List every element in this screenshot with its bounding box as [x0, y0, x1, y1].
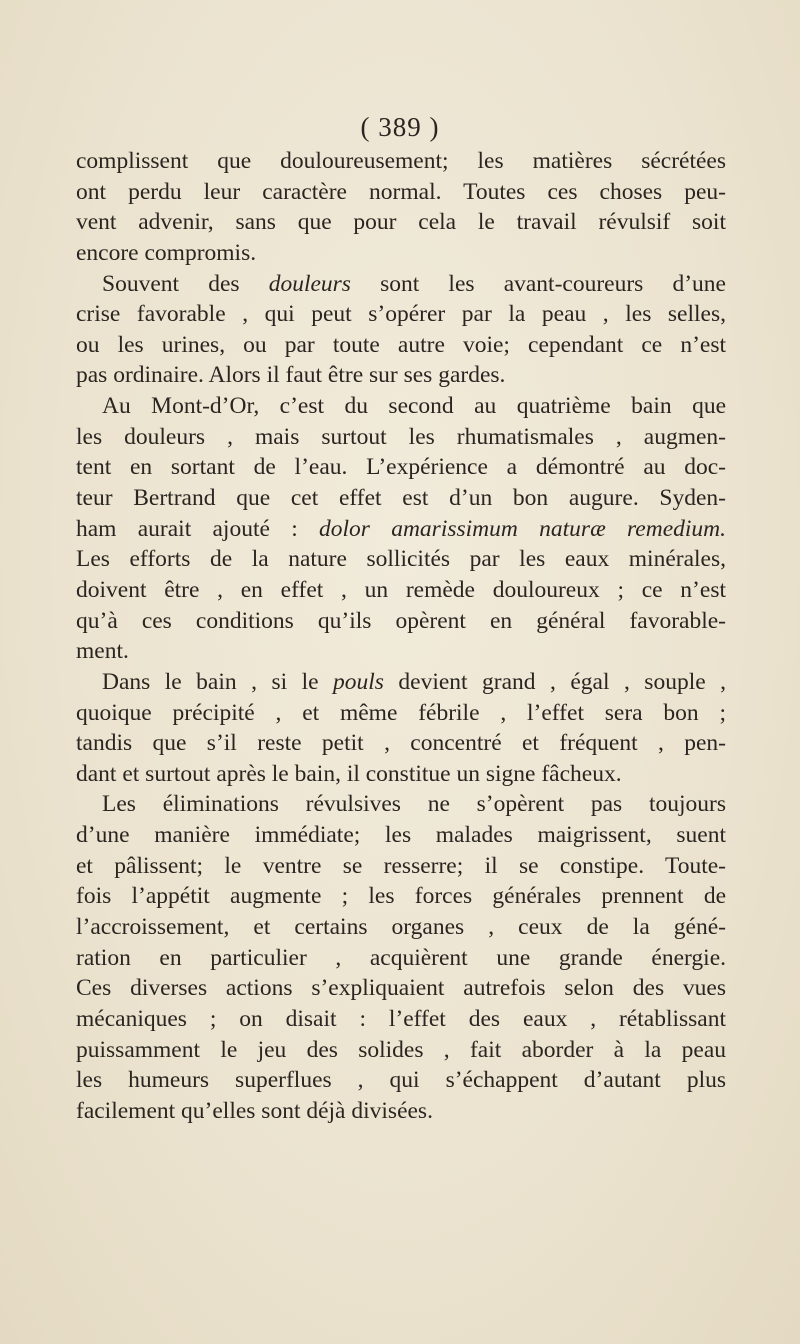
- text-line: ont perdu leur caractère normal. Toutes ces choses peu-: [76, 178, 726, 205]
- text-line: Ces diverses actions s’expliquaient autrefois selon des vues: [76, 975, 726, 1002]
- text-line: complissent que douloureusement; les matières sécrétées: [76, 148, 726, 174]
- text-line: vent advenir, sans que pour cela le travail révulsif soit: [76, 209, 726, 236]
- italic-term: pouls: [333, 668, 384, 695]
- italic-term: dolor amarissimum naturæ remedium.: [319, 515, 726, 542]
- text-line: ration en particulier , acquièrent une grande énergie.: [76, 944, 726, 971]
- text-line: [76, 514, 726, 545]
- text-line: ment.: [76, 638, 129, 665]
- text-line: [76, 667, 726, 698]
- text-line: pas ordinaire. Alors il faut être sur ses gardes.: [76, 362, 506, 389]
- text-line: dant et surtout après le bain, il constitue un signe fâcheux.: [76, 760, 622, 787]
- text-line: l’accroissement, et certains organes , ceux de la géné-: [76, 914, 726, 941]
- text-line: qu’à ces conditions qu’ils opèrent en général favorable-: [76, 607, 726, 634]
- text-line: doivent être , en effet , un remède douloureux ; ce n’est: [76, 576, 726, 603]
- text-line: tandis que s’il reste petit , concentré et fréquent , pen-: [76, 730, 726, 757]
- text-line: mécaniques ; on disait : l’effet des eaux , rétablissant: [76, 1005, 726, 1032]
- text-line: et pâlissent; le ventre se resserre; il se constipe. Toute-: [76, 852, 726, 879]
- italic-term: douleurs: [268, 270, 351, 297]
- text-line: encore compromis.: [76, 239, 257, 266]
- page-number: ( 389 ): [360, 112, 440, 142]
- text-line: quoique précipité , et même fébrile , l’effet sera bon ;: [76, 699, 726, 726]
- body-text: [76, 146, 726, 1127]
- text-line: teur Bertrand que cet effet est d’un bon augure. Syden-: [76, 485, 726, 512]
- text-segment: sont les avant-coureurs d’une: [350, 270, 726, 297]
- text-segment: ham aurait ajouté :: [76, 515, 320, 542]
- text-line: les douleurs , mais surtout les rhumatismales , augmen-: [76, 423, 726, 450]
- text-line: facilement qu’elles sont déjà divisées.: [76, 1097, 433, 1124]
- text-segment: Souvent des: [102, 270, 269, 297]
- text-line: crise favorable , qui peut s’opérer par la peau , les selles,: [76, 301, 726, 328]
- text-segment: Dans le bain , si le: [102, 668, 334, 695]
- text-line: tent en sortant de l’eau. L’expérience a démontré au doc-: [76, 454, 726, 481]
- text-segment: devient grand , égal , souple ,: [383, 668, 726, 695]
- text-line: [76, 269, 726, 300]
- text-line: fois l’appétit augmente ; les forces générales prennent de: [76, 883, 726, 910]
- text-line: Au Mont-d’Or, c’est du second au quatrième bain que: [102, 393, 726, 420]
- text-line: Les éliminations révulsives ne s’opèrent pas toujours: [102, 791, 726, 818]
- text-line: puissamment le jeu des solides , fait aborder à la peau: [76, 1036, 726, 1063]
- text-line: Les efforts de la nature sollicités par les eaux minérales,: [76, 546, 726, 573]
- text-line: d’une manière immédiate; les malades maigrissent, suent: [76, 822, 726, 849]
- text-line: les humeurs superflues , qui s’échappent d’autant plus: [76, 1067, 726, 1094]
- text-line: ou les urines, ou par toute autre voie; cependant ce n’est: [76, 331, 726, 358]
